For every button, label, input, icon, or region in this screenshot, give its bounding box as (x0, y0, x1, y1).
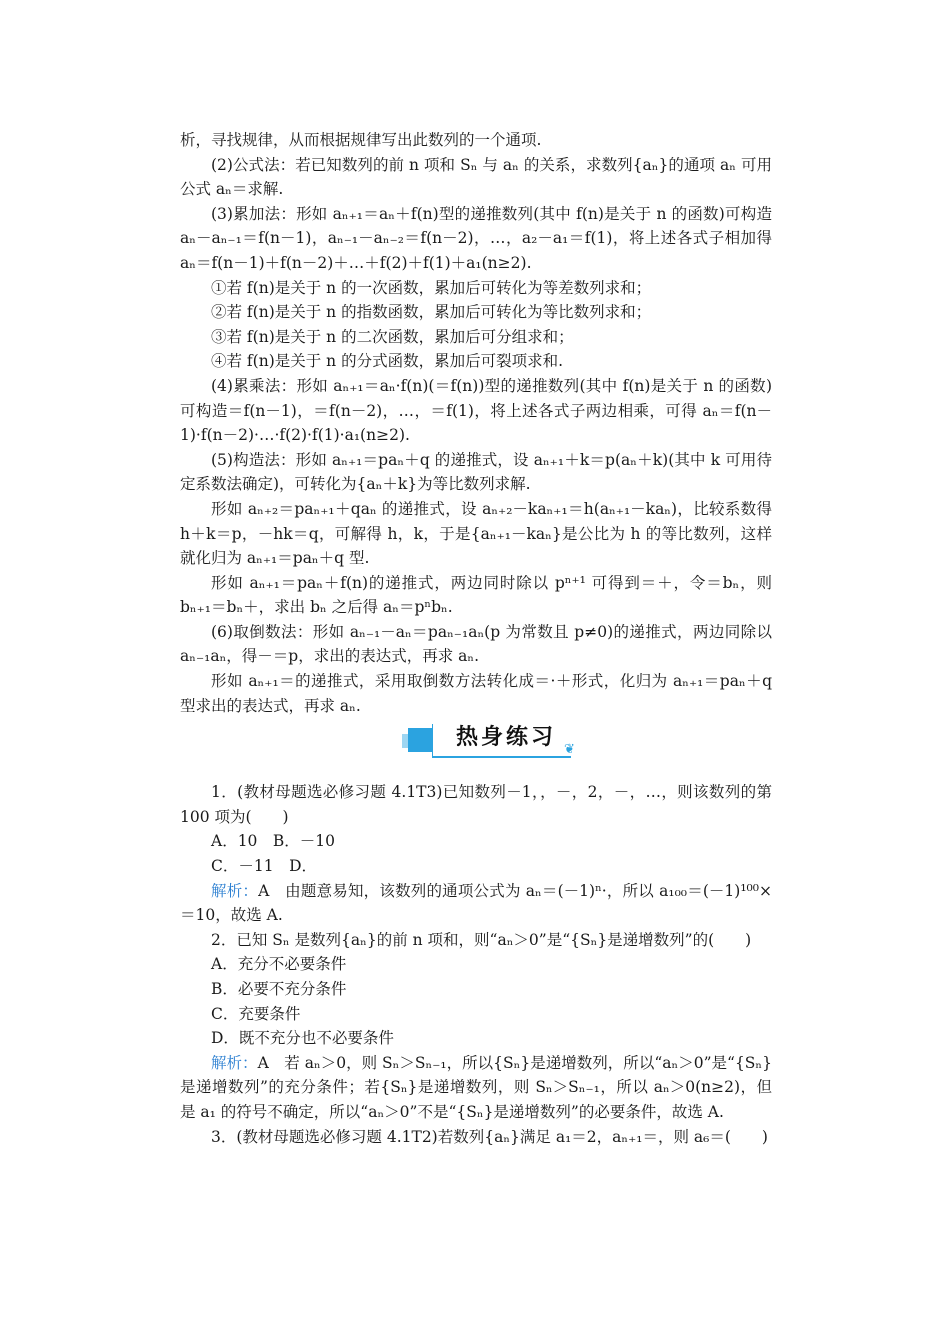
body-paragraph: (5)构造法：形如 aₙ₊₁＝paₙ＋q 的递推式，设 aₙ₊₁＋k＝p(aₙ＋k)(其中 k 可用待定系数法确定)，可转化为{aₙ＋k}为等比数列求解. (180, 450, 772, 494)
answer-option: D．既不充分也不必要条件 (211, 1029, 394, 1048)
body-paragraph: (4)累乘法：形如 aₙ₊₁＝aₙ·f(n)(＝f(n))型的递推数列(其中 f(n)是关于 n 的函数)可构造＝f(n－1)，＝f(n－2)，…，＝f(1)，将上述各式子两边相乘，可得 aₙ＝f(n－1)·f(n－2)·…·f(2)·f(1)·a₁(n≥2). (180, 376, 772, 445)
section-banner (180, 722, 772, 760)
body-paragraph: (6)取倒数法：形如 aₙ₋₁－aₙ＝paₙ₋₁aₙ(p 为常数且 p≠0)的递推式，两边同除以 aₙ₋₁aₙ，得－＝p，求出的表达式，再求 aₙ. (180, 622, 772, 666)
question-item (180, 928, 772, 1125)
body-paragraph: ④若 f(n)是关于 n 的分式函数，累加后可裂项求和. (211, 352, 564, 371)
question-item (180, 1125, 772, 1150)
answer-option: A．充分不必要条件 (211, 955, 347, 974)
body-paragraph: 形如 aₙ₊₁＝的递推式，采用取倒数方法转化成＝·＋形式，化归为 aₙ₊₁＝paₙ＋q 型求出的表达式，再求 aₙ. (180, 672, 772, 715)
question-item (180, 780, 772, 928)
body-paragraph: 形如 aₙ₊₁＝paₙ＋f(n)的递推式，两边同时除以 pⁿ⁺¹ 可得到＝＋，令＝bₙ，则 bₙ₊₁＝bₙ＋，求出 bₙ 之后得 aₙ＝pⁿbₙ. (180, 573, 772, 617)
answer-option: A．10 B．－10 (211, 832, 336, 851)
question-stem: 3．(教材母题选必修习题 4.1T2)若数列{aₙ}满足 a₁＝2，aₙ₊₁＝，则 a₆＝( ) (211, 1127, 768, 1146)
analysis-text: A 若 aₙ＞0，则 Sₙ＞Sₙ₋₁，所以{Sₙ}是递增数列，所以“aₙ＞0”是“{Sₙ}是递增数列”的充分条件；若{Sₙ}是递增数列，则 Sₙ＞Sₙ₋₁，所以 aₙ＞0(n≥2)，但是 a₁ 的符号不确定，所以“aₙ＞0”不是“{Sₙ}是递增数列”的必要条件，故选 A. (180, 1053, 772, 1121)
page-content (180, 128, 772, 1149)
question-list (180, 780, 772, 1149)
analysis-label: 解析： (211, 881, 259, 900)
answer-option: C．－11 D． (211, 857, 318, 876)
analysis-text: A 由题意易知，该数列的通项公式为 aₙ＝(－1)ⁿ·，所以 a₁₀₀＝(－1)¹⁰⁰×＝10，故选 A. (180, 881, 772, 925)
method-paragraphs (180, 128, 772, 718)
body-paragraph: ③若 f(n)是关于 n 的二次函数，累加后可分组求和； (211, 327, 574, 346)
section-title: 热身练习 (456, 725, 557, 751)
question-stem: 1．(教材母题选必修习题 4.1T3)已知数列－1，，－，2，－，…，则该数列的第 100 项为( ) (180, 783, 772, 826)
leaf-icon: ❦ (564, 742, 575, 758)
question-stem: 2．已知 Sₙ 是数列{aₙ}的前 n 项和，则“aₙ＞0”是“{Sₙ}是递增数列”的( ) (211, 930, 752, 949)
answer-option: C．充要条件 (211, 1004, 301, 1023)
banner-square-icon (408, 728, 432, 752)
body-paragraph: (3)累加法：形如 aₙ₊₁＝aₙ＋f(n)型的递推数列(其中 f(n)是关于 n 的函数)可构造 aₙ－aₙ₋₁＝f(n－1)，aₙ₋₁－aₙ₋₂＝f(n－2)，…，a₂－a₁＝f(1)，将上述各式子相加得 aₙ＝f(n－1)＋f(n－2)＋…＋f(2)＋f(1)＋a₁(n≥2). (180, 204, 772, 272)
body-paragraph: (2)公式法：若已知数列的前 n 项和 Sₙ 与 aₙ 的关系，求数列{aₙ}的通项 aₙ 可用公式 aₙ＝求解. (180, 155, 772, 199)
body-paragraph: ①若 f(n)是关于 n 的一次函数，累加后可转化为等差数列求和； (211, 278, 652, 297)
analysis-paragraph (180, 879, 772, 928)
body-paragraph: 形如 aₙ₊₂＝paₙ₊₁＋qaₙ 的递推式，设 aₙ₊₂－kaₙ₊₁＝h(aₙ₊₁－kaₙ)，比较系数得 h＋k＝p，－hk＝q，可解得 h，k，于是{aₙ₊₁－kaₙ}是公比为 h 的等比数列，这样就化归为 aₙ₊₁＝paₙ＋q 型. (180, 499, 772, 568)
body-paragraph: ②若 f(n)是关于 n 的指数函数，累加后可转化为等比数列求和； (211, 303, 652, 322)
answer-option: B．必要不充分条件 (211, 980, 347, 998)
analysis-label: 解析： (211, 1053, 258, 1072)
analysis-paragraph (180, 1051, 772, 1125)
body-paragraph: 析，寻找规律，从而根据规律写出此数列的一个通项. (180, 131, 542, 149)
